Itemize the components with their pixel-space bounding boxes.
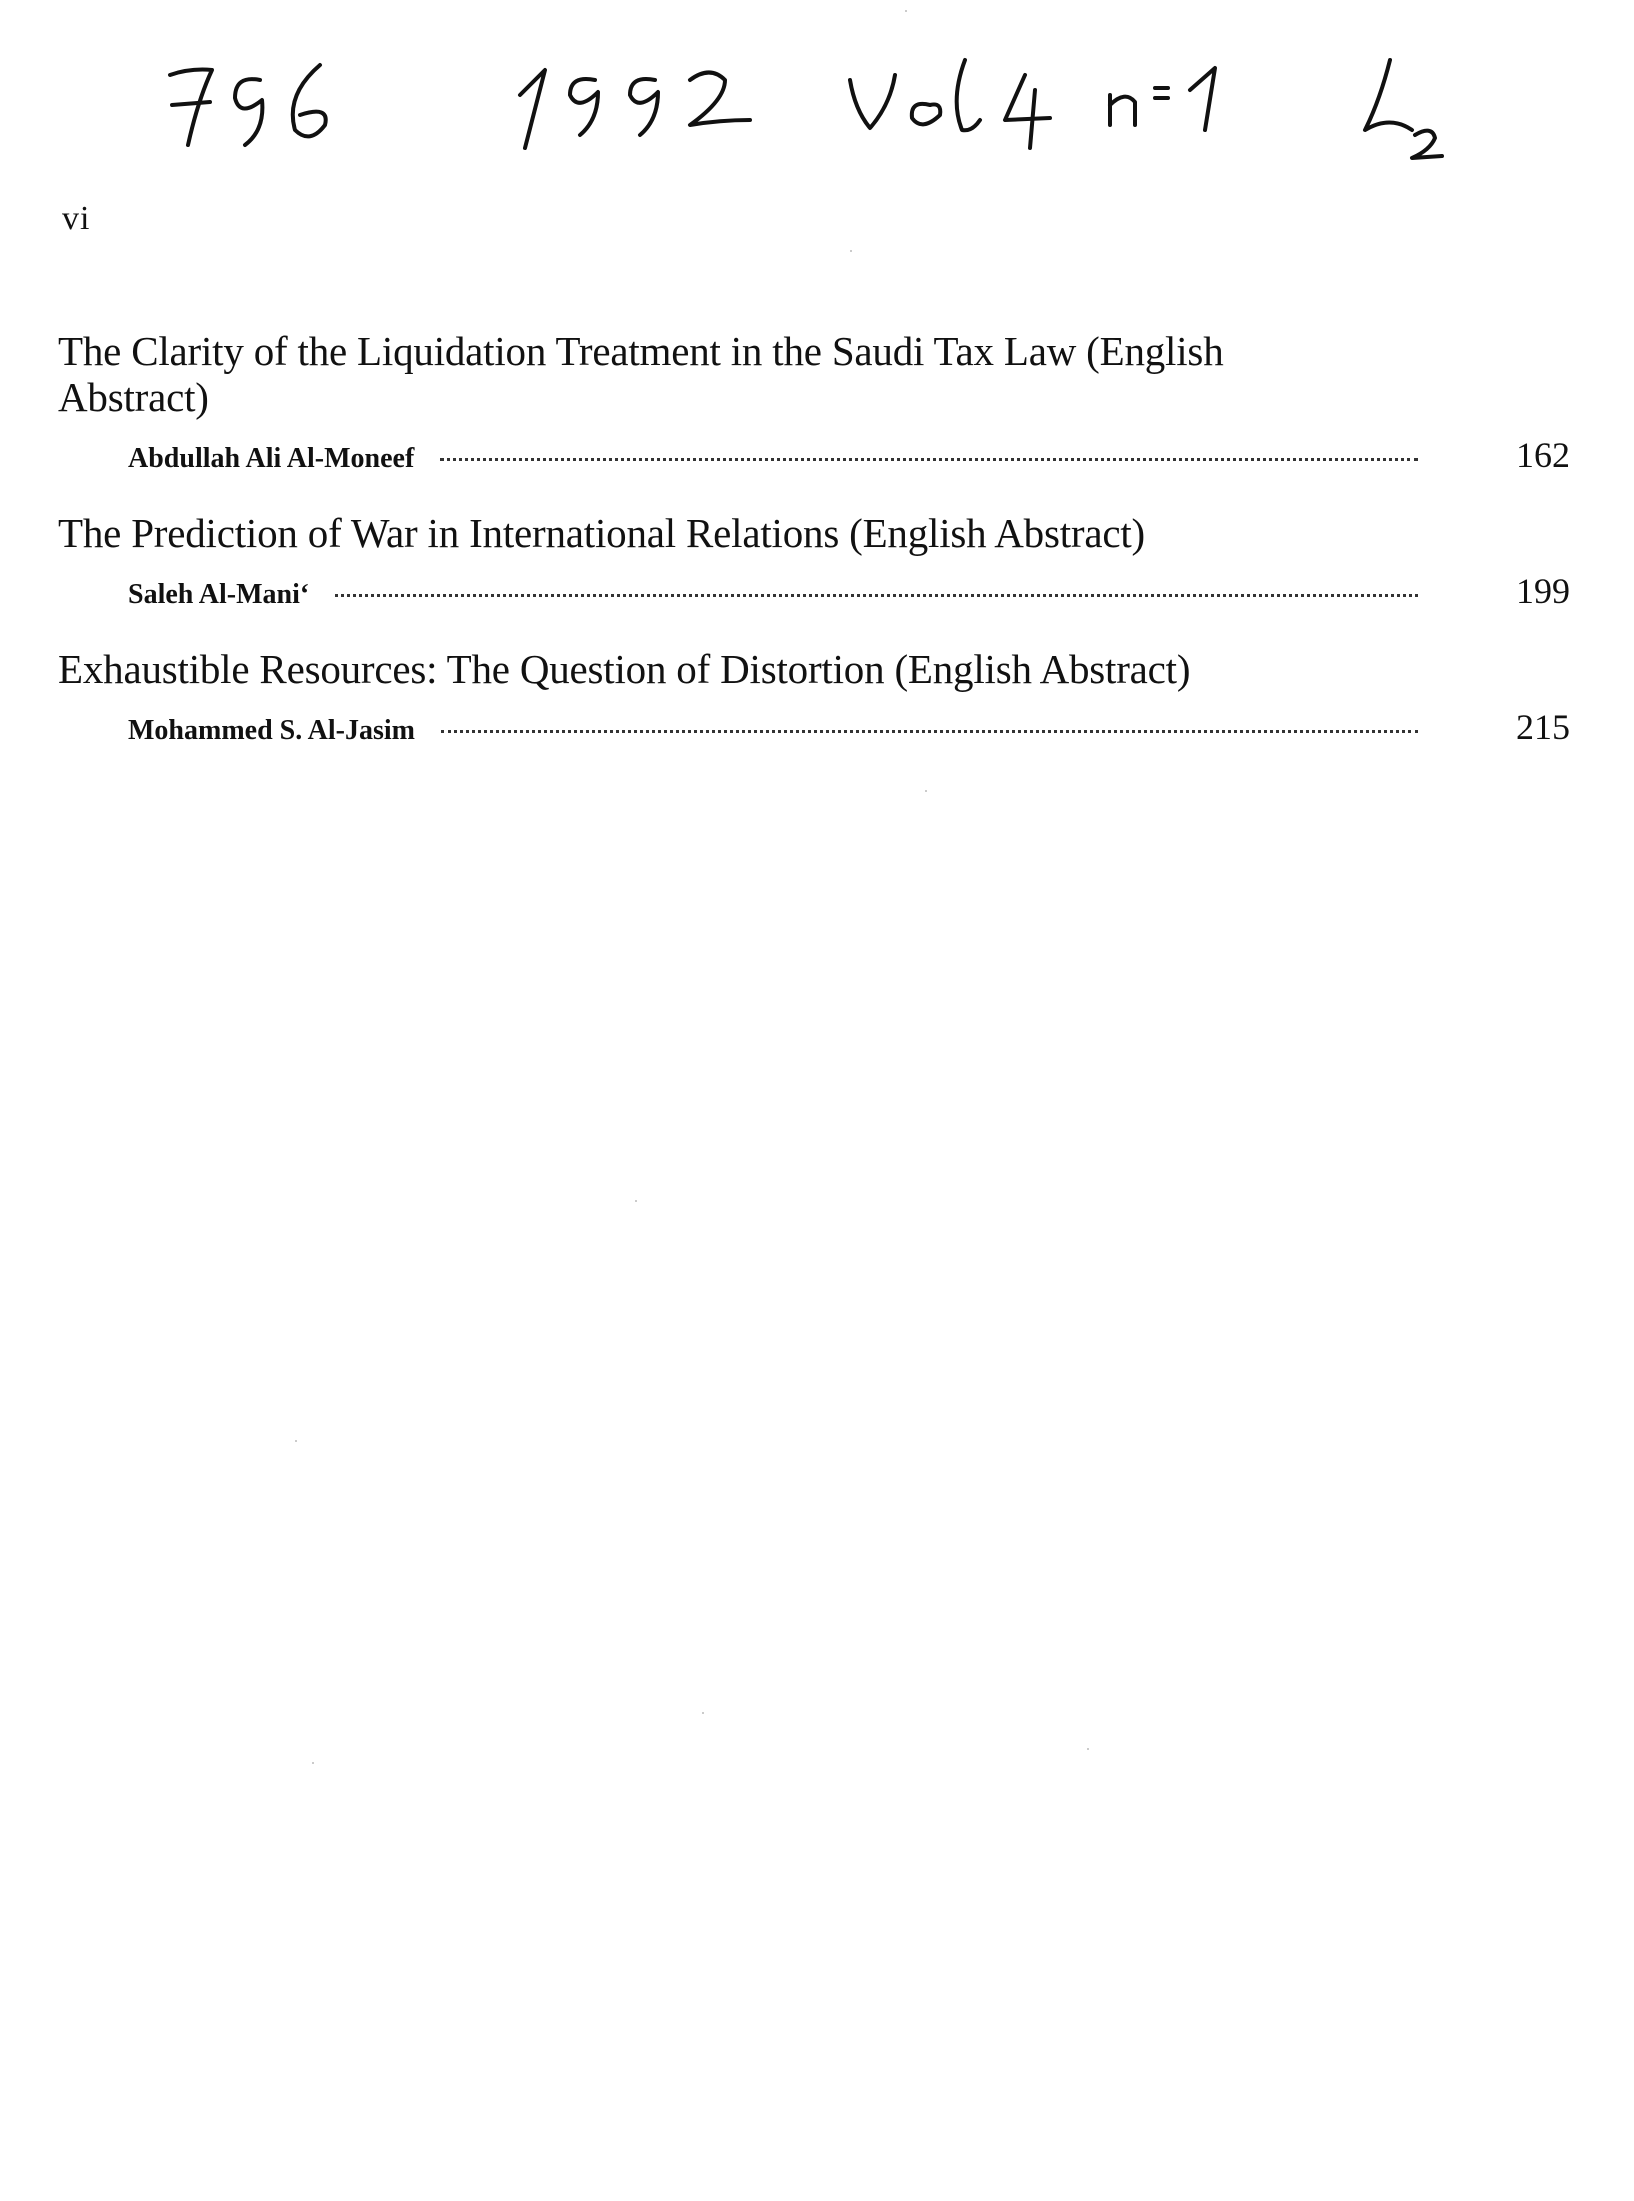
entry-page-number: 199: [1516, 571, 1570, 611]
toc-entry: [58, 328, 1570, 476]
table-of-contents: [58, 328, 1570, 782]
scan-speck: [635, 1200, 637, 1202]
scan-speck: [905, 10, 907, 12]
entry-author: Mohammed S. Al-Jasim: [128, 715, 415, 746]
entry-page-number: 162: [1516, 435, 1570, 475]
entry-author-line: [58, 570, 1570, 612]
entry-title: The Clarity of the Liquidation Treatment in the Saudi Tax Law (English Abstract): [58, 328, 1224, 420]
entry-author: Abdullah Ali Al-Moneef: [128, 443, 415, 474]
scan-speck: [702, 1712, 704, 1714]
entry-page-number: 215: [1516, 707, 1570, 747]
toc-entry: [58, 646, 1570, 748]
handwritten-annotation: [150, 20, 1550, 160]
dot-leader: [440, 458, 1418, 461]
dot-leader: [441, 730, 1418, 733]
entry-author: Saleh Al-Mani‘: [128, 579, 310, 610]
scan-speck: [312, 1762, 314, 1764]
dot-leader: [335, 594, 1418, 597]
entry-title: Exhaustible Resources: The Question of Distortion (English Abstract): [58, 646, 1191, 692]
scan-speck: [925, 790, 927, 792]
entry-title: The Prediction of War in International Relations (English Abstract): [58, 510, 1145, 556]
entry-author-line: [58, 706, 1570, 748]
entry-author-line: [58, 434, 1570, 476]
scan-speck: [850, 250, 852, 252]
toc-entry: [58, 510, 1570, 612]
page-number: vi: [62, 200, 91, 237]
scan-speck: [295, 1440, 297, 1442]
scan-speck: [1087, 1748, 1089, 1750]
